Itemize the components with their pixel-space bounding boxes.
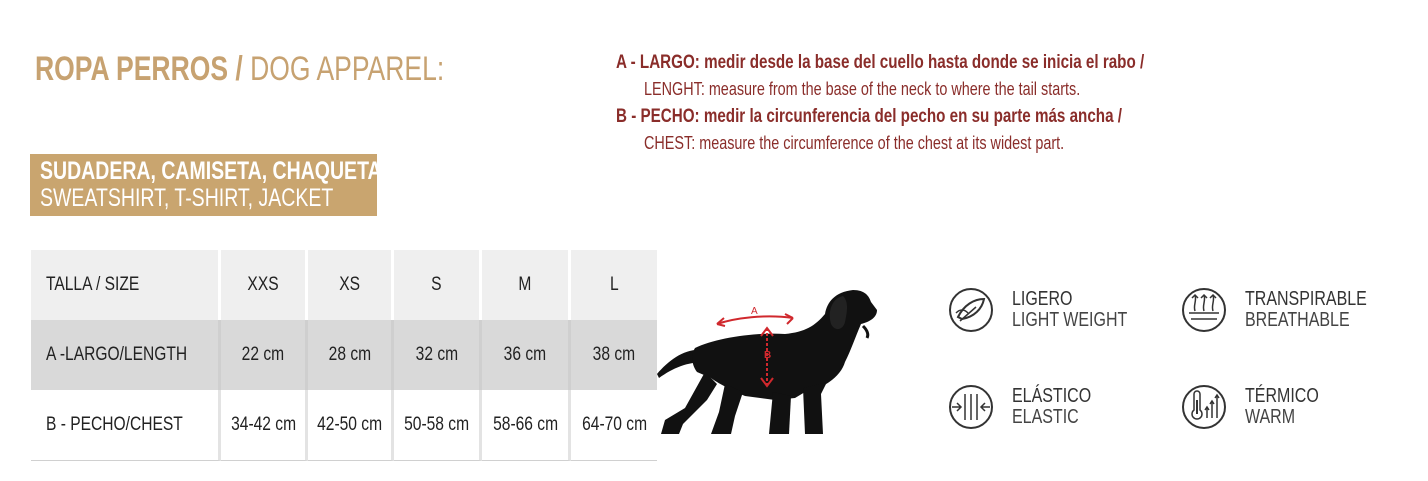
feature-en: BREATHABLE xyxy=(1245,309,1350,331)
table-cell: 42-50 cm xyxy=(308,390,394,461)
feature-es: TÉRMICO xyxy=(1245,385,1319,407)
size-table xyxy=(31,250,657,461)
label-b: B xyxy=(764,350,772,361)
table-cell: 34-42 cm xyxy=(221,390,308,461)
table-header-row xyxy=(31,250,657,320)
feature-es: LIGERO xyxy=(1012,288,1073,310)
elastic-icon xyxy=(948,384,994,430)
feather-icon xyxy=(948,287,994,333)
table-header-cell: S xyxy=(394,250,482,320)
definition-b-en: CHEST: measure the circumference of the chest at its widest part. xyxy=(644,133,1065,153)
definition-a-en: LENGHT: measure from the base of the neck to where the tail starts. xyxy=(644,79,1081,99)
table-cell: 32 cm xyxy=(394,320,482,390)
table-cell: 36 cm xyxy=(482,320,571,390)
table-cell: 22 cm xyxy=(221,320,308,390)
table-cell: 64-70 cm xyxy=(571,390,657,461)
table-cell: 58-66 cm xyxy=(482,390,571,461)
table-cell: 38 cm xyxy=(571,320,657,390)
table-cell: 50-58 cm xyxy=(394,390,482,461)
definition-a-es: A - LARGO: medir desde la base del cuello hasta donde se inicia el rabo / xyxy=(616,52,1145,73)
table-cell: B - PECHO/CHEST xyxy=(31,390,221,461)
feature-es: ELÁSTICO xyxy=(1012,385,1092,407)
feature-elastic xyxy=(948,384,1168,432)
table-header-cell: M xyxy=(482,250,571,320)
table-cell: 28 cm xyxy=(308,320,394,390)
category-es: SUDADERA, CAMISETA, CHAQUETA/ xyxy=(40,157,388,185)
thermometer-icon xyxy=(1181,384,1227,430)
definition-b-es: B - PECHO: medir la circunferencia del pecho en su parte más ancha / xyxy=(616,106,1122,127)
feature-es: TRANSPIRABLE xyxy=(1245,288,1367,310)
feature-en: LIGHT WEIGHT xyxy=(1012,309,1128,331)
table-cell: A -LARGO/LENGTH xyxy=(31,320,221,390)
category-en: SWEATSHIRT, T-SHIRT, JACKET xyxy=(40,184,334,212)
feature-light-weight xyxy=(948,287,1168,335)
category-banner xyxy=(30,154,388,216)
title-es: ROPA PERROS / xyxy=(35,50,243,88)
feature-warm xyxy=(1181,384,1401,432)
feature-en: WARM xyxy=(1245,406,1296,428)
table-header-cell: L xyxy=(571,250,657,320)
dog-measurement-diagram xyxy=(655,288,880,438)
title-en: DOG APPAREL: xyxy=(250,50,445,88)
breathable-icon xyxy=(1181,287,1227,333)
feature-breathable xyxy=(1181,287,1401,335)
dog-silhouette xyxy=(657,290,877,434)
length-arrow xyxy=(717,306,793,326)
table-header-cell: TALLA / SIZE xyxy=(31,250,221,320)
table-header-cell: XXS xyxy=(221,250,308,320)
table-header-cell: XS xyxy=(308,250,394,320)
table-row xyxy=(31,390,657,461)
page-title xyxy=(35,50,560,89)
label-a: A xyxy=(751,306,758,317)
feature-en: ELASTIC xyxy=(1012,406,1079,428)
table-row xyxy=(31,320,657,390)
